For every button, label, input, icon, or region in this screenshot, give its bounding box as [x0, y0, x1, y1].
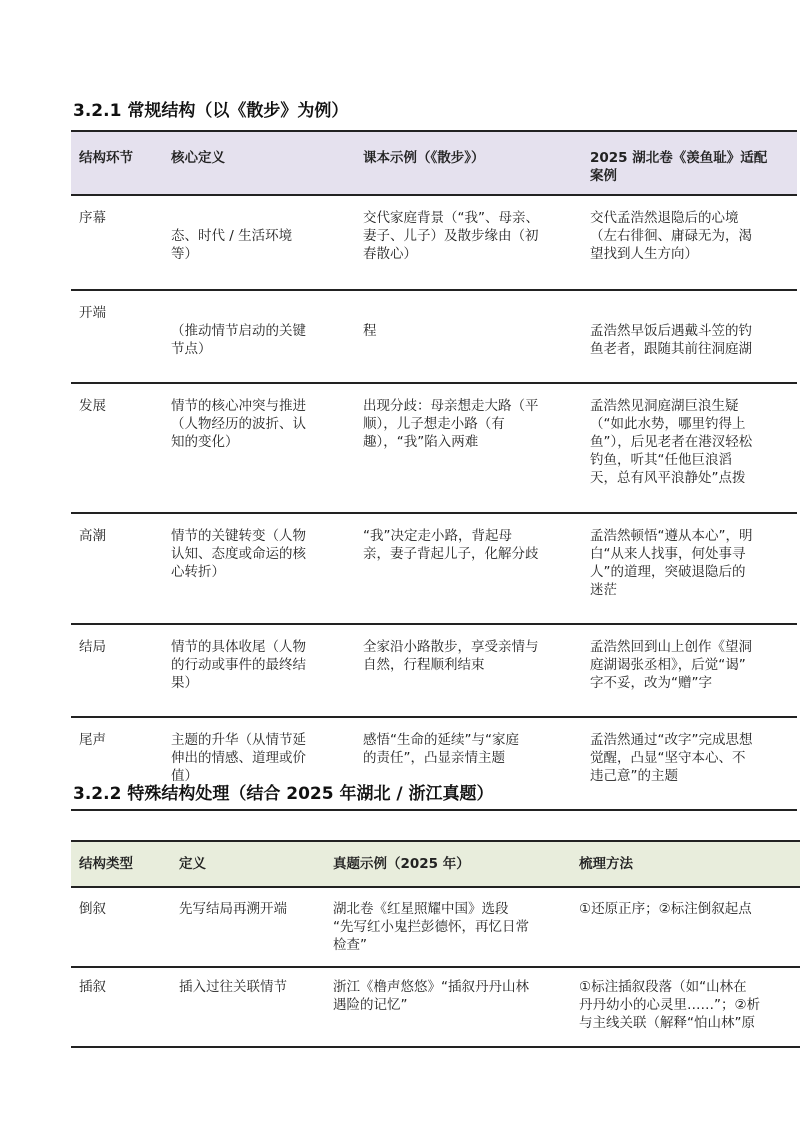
cell-definition: 先写结局再溯开端	[171, 887, 325, 967]
section-heading-special-structure: 3.2.2 特殊结构处理（结合 2025 年湖北 / 浙江真题）	[73, 784, 494, 804]
cell-type: 倒叙	[71, 887, 171, 967]
cell-definition: 插入过往关联情节	[171, 967, 325, 1047]
header-definition: 核心定义	[163, 131, 355, 195]
cell-textbook-text: 程	[363, 323, 377, 339]
table-row	[71, 887, 800, 967]
table-header-row	[71, 841, 800, 887]
cell-definition: 情节的核心冲突与推进 （人物经历的波折、认 知的变化）	[163, 383, 355, 513]
cell-textbook	[355, 290, 582, 383]
cell-method: ①还原正序；②标注倒叙起点	[571, 887, 800, 967]
cell-case: 孟浩然见洞庭湖巨浪生疑 （“如此水势，哪里钓得上 鱼”），后见老者在港汊轻松 钓鱼，听其“任他巨浪滔 天，总有风平浪静处”点拨	[582, 383, 797, 513]
cell-stage: 高潮	[71, 513, 163, 624]
header-stage: 结构环节	[71, 131, 163, 195]
cell-textbook: 交代家庭背景（“我”、母亲、 妻子、儿子）及散步缘由（初 春散心）	[355, 195, 582, 290]
cell-definition: 情节的关键转变（人物 认知、态度或命运的核 心转折）	[163, 513, 355, 624]
cell-stage: 序幕	[71, 195, 163, 290]
table-row	[71, 195, 797, 290]
table-header-row	[71, 131, 797, 195]
table-row	[71, 513, 797, 624]
cell-example: 浙江《橹声悠悠》“插叙丹丹山林 遇险的记忆”	[325, 967, 571, 1047]
cell-definition: 主题的升华（从情节延 伸出的情感、道理或价 值）	[163, 717, 355, 810]
regular-structure-table	[71, 130, 797, 811]
cell-definition	[163, 195, 355, 290]
cell-textbook: 出现分歧：母亲想走大路（平 顺），儿子想走小路（有 趣），“我”陷入两难	[355, 383, 582, 513]
cell-stage: 尾声	[71, 717, 163, 810]
cell-definition	[163, 290, 355, 383]
table-row	[71, 290, 797, 383]
cell-case-text: 孟浩然早饭后遇戴斗笠的钓 鱼老者，跟随其前往洞庭湖	[590, 323, 752, 357]
table-row	[71, 624, 797, 717]
cell-stage: 结局	[71, 624, 163, 717]
cell-case: 孟浩然通过“改字”完成思想 觉醒，凸显“坚守本心、不 违己意”的主题	[582, 717, 797, 810]
cell-definition-text: 态、时代 / 生活环境 等）	[171, 228, 293, 262]
cell-example: 湖北卷《红星照耀中国》选段 “先写红小鬼拦彭德怀，再忆日常 检查”	[325, 887, 571, 967]
header-case: 2025 湖北卷《羡鱼耻》适配 案例	[582, 131, 797, 195]
cell-stage: 发展	[71, 383, 163, 513]
cell-case: 孟浩然回到山上创作《望洞 庭湖谒张丞相》，后觉“谒” 字不妥，改为“赠”字	[582, 624, 797, 717]
special-structure-table	[71, 840, 800, 1048]
table-row	[71, 383, 797, 513]
header-type: 结构类型	[71, 841, 171, 887]
cell-textbook: 感悟“生命的延续”与“家庭 的责任”，凸显亲情主题	[355, 717, 582, 810]
cell-type: 插叙	[71, 967, 171, 1047]
header-method: 梳理方法	[571, 841, 800, 887]
cell-method: ①标注插叙段落（如“山林在 丹丹幼小的心灵里……”；②析 与主线关联（解释“怕山林”原	[571, 967, 800, 1047]
cell-case: 交代孟浩然退隐后的心境 （左右徘徊、庸碌无为，渴 望找到人生方向）	[582, 195, 797, 290]
header-example: 真题示例（2025 年）	[325, 841, 571, 887]
section-heading-regular-structure: 3.2.1 常规结构（以《散步》为例）	[73, 101, 349, 121]
cell-case	[582, 290, 797, 383]
cell-definition-text: （推动情节启动的关键 节点）	[171, 323, 306, 357]
header-textbook: 课本示例（《散步》）	[355, 131, 582, 195]
table-row	[71, 967, 800, 1047]
cell-textbook: “我”决定走小路，背起母 亲，妻子背起儿子，化解分歧	[355, 513, 582, 624]
header-definition: 定义	[171, 841, 325, 887]
cell-case: 孟浩然顿悟“遵从本心”，明 白“从来人找事，何处事寻 人”的道理，突破退隐后的 迷茫	[582, 513, 797, 624]
cell-definition: 情节的具体收尾（人物 的行动或事件的最终结 果）	[163, 624, 355, 717]
cell-textbook: 全家沿小路散步，享受亲情与 自然，行程顺利结束	[355, 624, 582, 717]
cell-stage: 开端	[71, 290, 163, 383]
